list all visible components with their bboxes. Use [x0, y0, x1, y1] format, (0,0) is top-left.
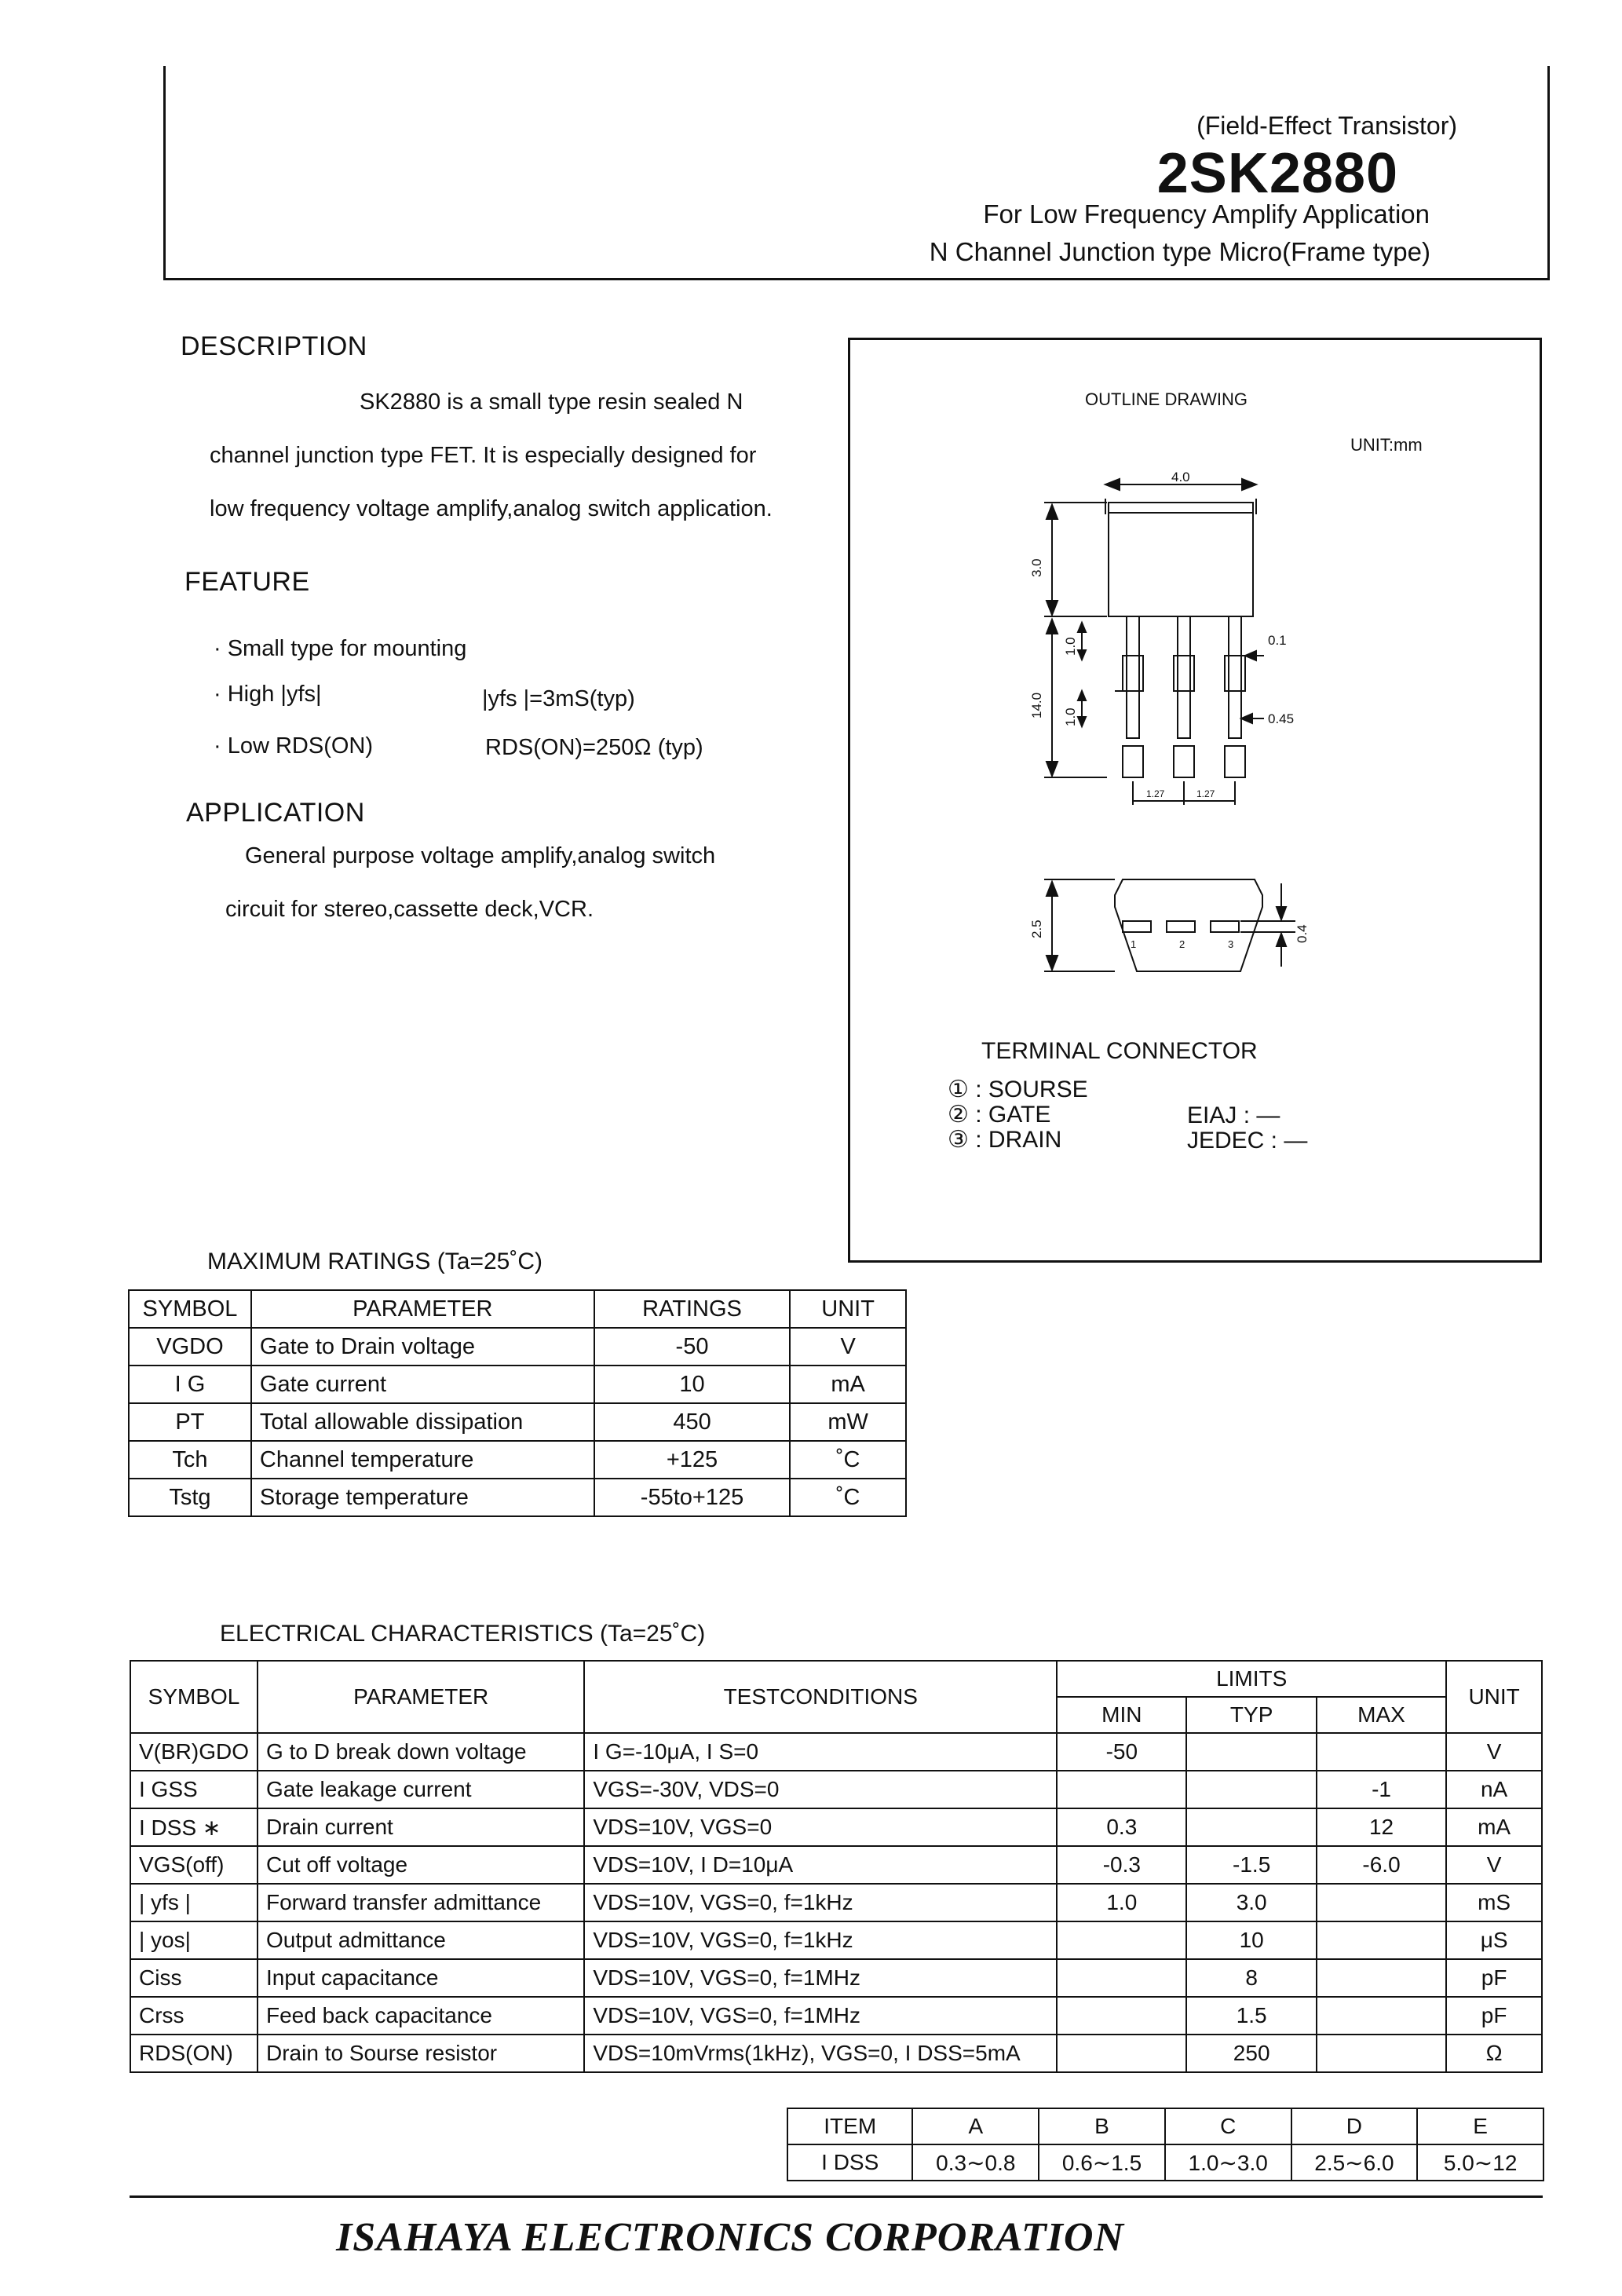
min-cell	[1057, 1771, 1186, 1808]
feature-item-3-value: RDS(ON)=250Ω (typ)	[485, 735, 703, 760]
rating-cell: -55to+125	[594, 1479, 791, 1516]
min-cell: 1.0	[1057, 1884, 1186, 1921]
symbol-cell: I GSS	[130, 1771, 258, 1808]
header-symbol: SYMBOL	[130, 1661, 258, 1733]
table-row	[129, 1441, 906, 1479]
header-rank-e: E	[1417, 2108, 1543, 2144]
header-rank-d: D	[1291, 2108, 1418, 2144]
parameter-cell: Feed back capacitance	[258, 1997, 584, 2035]
symbol-cell: V(BR)GDO	[130, 1733, 258, 1771]
unit-cell: V	[790, 1328, 906, 1366]
table-row	[130, 1997, 1542, 2035]
unit-cell: mS	[1446, 1884, 1542, 1921]
description-line-3: low frequency voltage amplify,analog switch application.	[210, 496, 773, 521]
rating-cell: -50	[594, 1328, 791, 1366]
table-row	[130, 1771, 1542, 1808]
feature-title: FEATURE	[184, 567, 310, 597]
symbol-cell: PT	[129, 1403, 251, 1441]
elec-chars-table	[130, 1660, 1543, 2073]
max-ratings-table	[128, 1289, 907, 1517]
outline-unit-label: UNIT:mm	[1350, 435, 1423, 455]
idss-value-row	[787, 2144, 1543, 2181]
parameter-cell: G to D break down voltage	[258, 1733, 584, 1771]
max-ratings-title: MAXIMUM RATINGS (Ta=25˚C)	[207, 1249, 542, 1274]
max-cell	[1317, 1921, 1446, 1959]
table-row	[129, 1328, 906, 1366]
unit-cell: μS	[1446, 1921, 1542, 1959]
parameter-cell: Output admittance	[258, 1921, 584, 1959]
typ-cell: 3.0	[1186, 1884, 1316, 1921]
unit-cell: V	[1446, 1846, 1542, 1884]
condition-cell: VDS=10V, VGS=0, f=1MHz	[584, 1997, 1057, 2035]
parameter-cell: Gate current	[251, 1366, 594, 1403]
feature-item-1: · Small type for mounting	[214, 636, 467, 661]
min-cell: -50	[1057, 1733, 1186, 1771]
dim-thickness-label: 2.5	[1029, 919, 1044, 938]
parameter-cell: Drain to Sourse resistor	[258, 2035, 584, 2072]
feature-item-2: · High |yfs|	[214, 682, 322, 707]
pin-1-label: 1	[1131, 938, 1137, 950]
parameter-cell: Cut off voltage	[258, 1846, 584, 1884]
dim-tab2-label: 1.0	[1063, 707, 1078, 726]
max-cell: -1	[1317, 1771, 1446, 1808]
symbol-cell: Tch	[129, 1441, 251, 1479]
header-rank-c: C	[1165, 2108, 1291, 2144]
max-cell	[1317, 1997, 1446, 2035]
unit-cell: pF	[1446, 1959, 1542, 1997]
typ-cell: 10	[1186, 1921, 1316, 1959]
header-test-conditions: TESTCONDITIONS	[584, 1661, 1057, 1733]
symbol-cell: | yfs |	[130, 1884, 258, 1921]
symbol-cell: VGDO	[129, 1328, 251, 1366]
feature-item-3: · Low RDS(ON)	[214, 733, 374, 759]
rating-cell: +125	[594, 1441, 791, 1479]
min-cell	[1057, 1959, 1186, 1997]
max-cell: -6.0	[1317, 1846, 1446, 1884]
max-ratings-header-row	[129, 1290, 906, 1328]
min-cell: -0.3	[1057, 1846, 1186, 1884]
max-cell	[1317, 1884, 1446, 1921]
jedec-label: JEDEC : —	[1187, 1128, 1308, 1153]
part-number-title: 2SK2880	[1156, 142, 1398, 205]
rating-cell: 10	[594, 1366, 791, 1403]
application-line-1: General purpose voltage amplify,analog switch	[245, 843, 716, 868]
unit-cell: nA	[1446, 1771, 1542, 1808]
header-limits: LIMITS	[1057, 1661, 1446, 1697]
min-cell	[1057, 1921, 1186, 1959]
typ-cell: -1.5	[1186, 1846, 1316, 1884]
parameter-cell: Gate leakage current	[258, 1771, 584, 1808]
parameter-cell: Forward transfer admittance	[258, 1884, 584, 1921]
header-unit: UNIT	[790, 1290, 906, 1328]
symbol-cell: | yos|	[130, 1921, 258, 1959]
header-symbol: SYMBOL	[129, 1290, 251, 1328]
max-cell: 12	[1317, 1808, 1446, 1846]
condition-cell: VDS=10V, VGS=0, f=1MHz	[584, 1959, 1057, 1997]
symbol-cell: RDS(ON)	[130, 2035, 258, 2072]
company-name: ISAHAYA ELECTRONICS CORPORATION	[336, 2215, 1124, 2260]
rank-e-cell: 5.0∼12	[1417, 2144, 1543, 2181]
dim-width-label: 4.0	[1171, 470, 1190, 484]
unit-cell: pF	[1446, 1997, 1542, 2035]
terminal-gate: ② : GATE	[948, 1102, 1051, 1128]
outline-drawing-title: OUTLINE DRAWING	[1085, 389, 1248, 409]
channel-type-subtitle: N Channel Junction type Micro(Frame type)	[929, 237, 1430, 266]
dim-lead-length-label: 14.0	[1029, 692, 1044, 718]
parameter-cell: Storage temperature	[251, 1479, 594, 1516]
table-row	[130, 1921, 1542, 1959]
terminal-source: ① : SOURSE	[948, 1077, 1088, 1102]
table-row	[130, 2035, 1542, 2072]
dim-01-label: 0.1	[1268, 633, 1287, 648]
parameter-cell: Drain current	[258, 1808, 584, 1846]
header-parameter: PARAMETER	[258, 1661, 584, 1733]
header-unit: UNIT	[1446, 1661, 1542, 1733]
pin-3-label: 3	[1228, 938, 1234, 950]
rating-cell: 450	[594, 1403, 791, 1441]
idss-label-cell: I DSS	[787, 2144, 912, 2181]
max-cell	[1317, 2035, 1446, 2072]
min-cell	[1057, 1997, 1186, 2035]
dim-pitch-2-label: 1.27	[1196, 788, 1215, 799]
min-cell: 0.3	[1057, 1808, 1186, 1846]
table-row	[130, 1808, 1542, 1846]
idss-rank-table	[787, 2108, 1544, 2181]
min-cell	[1057, 2035, 1186, 2072]
condition-cell: VDS=10V, I D=10μA	[584, 1846, 1057, 1884]
description-line-1: SK2880 is a small type resin sealed N	[360, 389, 743, 415]
application-line-2: circuit for stereo,cassette deck,VCR.	[225, 897, 594, 922]
typ-cell: 8	[1186, 1959, 1316, 1997]
elec-chars-title: ELECTRICAL CHARACTERISTICS (Ta=25˚C)	[220, 1621, 706, 1647]
elec-header-row-1	[130, 1661, 1542, 1697]
pin-2-label: 2	[1179, 938, 1185, 950]
parameter-cell: Input capacitance	[258, 1959, 584, 1997]
symbol-cell: I G	[129, 1366, 251, 1403]
header-typ: TYP	[1186, 1697, 1316, 1733]
unit-cell: mW	[790, 1403, 906, 1441]
symbol-cell: VGS(off)	[130, 1846, 258, 1884]
typ-cell: 1.5	[1186, 1997, 1316, 2035]
condition-cell: I G=-10μA, I S=0	[584, 1733, 1057, 1771]
rank-c-cell: 1.0∼3.0	[1165, 2144, 1291, 2181]
rank-b-cell: 0.6∼1.5	[1039, 2144, 1165, 2181]
unit-cell: ˚C	[790, 1441, 906, 1479]
table-row	[130, 1959, 1542, 1997]
typ-cell	[1186, 1771, 1316, 1808]
condition-cell: VDS=10V, VGS=0, f=1kHz	[584, 1921, 1057, 1959]
table-row	[129, 1479, 906, 1516]
typ-cell: 250	[1186, 2035, 1316, 2072]
condition-cell: VGS=-30V, VDS=0	[584, 1771, 1057, 1808]
rank-d-cell: 2.5∼6.0	[1291, 2144, 1418, 2181]
symbol-cell: I DSS ∗	[130, 1808, 258, 1846]
condition-cell: VDS=10mVrms(1kHz), VGS=0, I DSS=5mA	[584, 2035, 1057, 2072]
header-min: MIN	[1057, 1697, 1186, 1733]
typ-cell	[1186, 1733, 1316, 1771]
parameter-cell: Total allowable dissipation	[251, 1403, 594, 1441]
condition-cell: VDS=10V, VGS=0	[584, 1808, 1057, 1846]
dim-045-label: 0.45	[1268, 711, 1295, 726]
unit-cell: mA	[790, 1366, 906, 1403]
symbol-cell: Crss	[130, 1997, 258, 2035]
symbol-cell: Tstg	[129, 1479, 251, 1516]
dim-pitch-1-label: 1.27	[1146, 788, 1165, 799]
table-row	[129, 1366, 906, 1403]
unit-cell: ˚C	[790, 1479, 906, 1516]
header-item: ITEM	[787, 2108, 912, 2144]
condition-cell: VDS=10V, VGS=0, f=1kHz	[584, 1884, 1057, 1921]
dim-tab1-label: 1.0	[1063, 637, 1078, 656]
rank-a-cell: 0.3∼0.8	[912, 2144, 1039, 2181]
dim-lead-thickness-label: 0.4	[1295, 924, 1310, 943]
header-ratings: RATINGS	[594, 1290, 791, 1328]
typ-cell	[1186, 1808, 1316, 1846]
idss-header-row	[787, 2108, 1543, 2144]
application-title: APPLICATION	[186, 798, 365, 828]
eiaj-label: EIAJ : —	[1187, 1102, 1280, 1128]
unit-cell: Ω	[1446, 2035, 1542, 2072]
header-rank-a: A	[912, 2108, 1039, 2144]
parameter-cell: Gate to Drain voltage	[251, 1328, 594, 1366]
terminal-drain: ③ : DRAIN	[948, 1127, 1062, 1153]
description-line-2: channel junction type FET. It is especially designed for	[210, 443, 757, 468]
terminal-connector-title: TERMINAL CONNECTOR	[981, 1038, 1258, 1064]
header-parameter: PARAMETER	[251, 1290, 594, 1328]
application-subtitle: For Low Frequency Amplify Application	[983, 199, 1430, 229]
table-row	[129, 1403, 906, 1441]
unit-cell: mA	[1446, 1808, 1542, 1846]
package-outline-drawing	[1005, 467, 1319, 985]
device-type-label: (Field-Effect Transistor)	[1196, 112, 1457, 140]
max-cell	[1317, 1733, 1446, 1771]
dim-body-height-label: 3.0	[1029, 558, 1044, 577]
parameter-cell: Channel temperature	[251, 1441, 594, 1479]
table-row	[130, 1884, 1542, 1921]
unit-cell: V	[1446, 1733, 1542, 1771]
table-row	[130, 1846, 1542, 1884]
symbol-cell: Ciss	[130, 1959, 258, 1997]
feature-item-2-value: |yfs |=3mS(typ)	[482, 686, 635, 711]
table-row	[130, 1733, 1542, 1771]
max-cell	[1317, 1959, 1446, 1997]
header-max: MAX	[1317, 1697, 1446, 1733]
description-title: DESCRIPTION	[181, 331, 367, 361]
header-rank-b: B	[1039, 2108, 1165, 2144]
footer-divider	[130, 2195, 1543, 2198]
